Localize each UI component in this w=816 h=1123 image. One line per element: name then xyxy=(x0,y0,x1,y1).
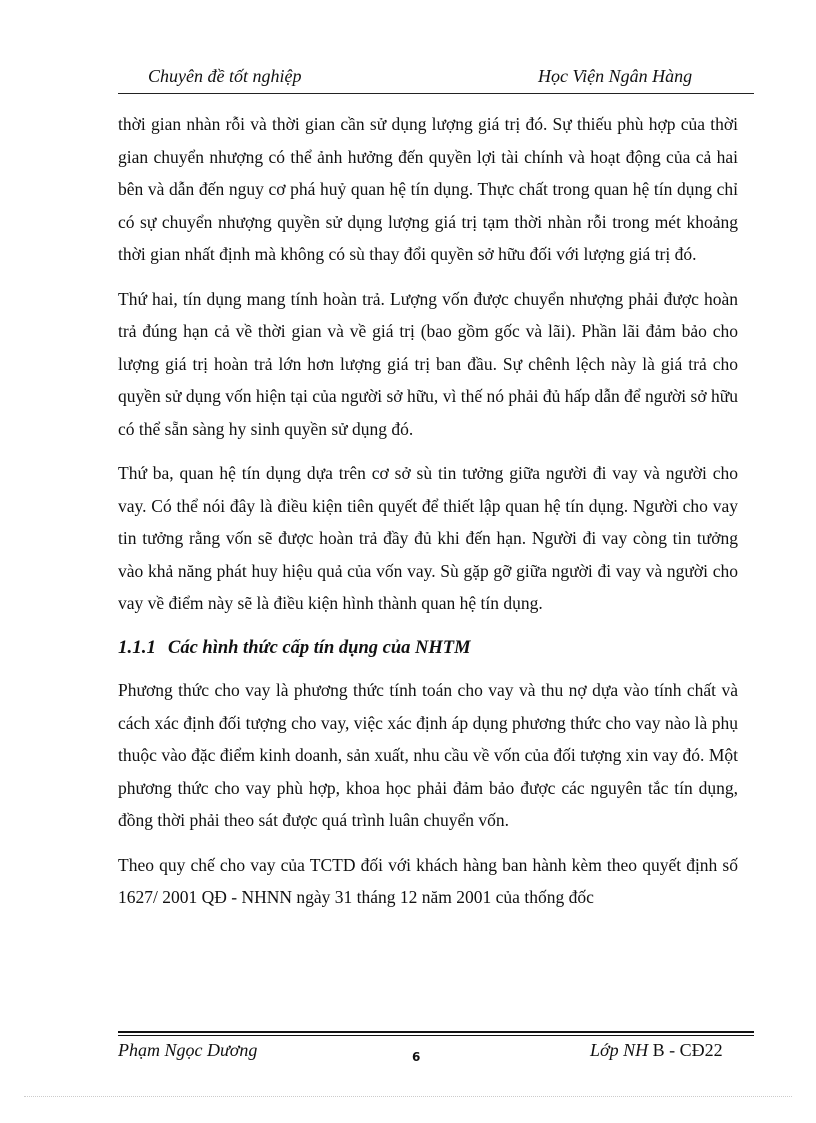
document-body xyxy=(118,108,738,926)
footer-author: Phạm Ngọc Dương xyxy=(118,1040,258,1060)
section-title: Các hình thức cấp tín dụng của NHTM xyxy=(168,637,471,658)
page-bottom-border xyxy=(24,1096,792,1097)
section-number: 1.1.1 xyxy=(118,636,156,658)
footer-class-prefix: Lớp NH xyxy=(590,1040,649,1060)
footer-rule-thin xyxy=(118,1035,754,1036)
paragraph-1: thời gian nhàn rỗi và thời gian cần sử dụng lượng giá trị đó. Sự thiếu phù hợp của thời gian chuyển nhượng có thể ảnh hưởng đến quyền lợi tài chính và hoạt động của cả hai bên và dẫn đến nguy cơ phá huỷ quan hệ tín dụng. Thực chất trong quan hệ tín dụng chỉ có sự chuyển nhượng quyền sử dụng lượng giá trị tạm thời nhàn rỗi trong mét khoảng thời gian nhất định mà không có sù thay đổi quyền sở hữu đối với lượng giá trị đó. xyxy=(118,114,738,264)
footer-rule-thick xyxy=(118,1031,754,1033)
paragraph-4: Phương thức cho vay là phương thức tính toán cho vay và thu nợ dựa vào tính chất và cách xác định đối tượng cho vay, việc xác định áp dụng phương thức cho vay nào là phụ thuộc vào đặc điểm kinh doanh, sản xuất, nhu cầu về vốn của đối tượng xin vay đó. Một phương thức cho vay phù hợp, khoa học phải đảm bảo được các nguyên tắc tín dụng, đồng thời phải theo sát được quá trình luân chuyển vốn. xyxy=(118,680,738,830)
footer-class xyxy=(590,1040,723,1061)
header-rule xyxy=(118,93,754,94)
header-left: Chuyên đề tốt nghiệp xyxy=(148,66,302,86)
footer-class-code: B - CĐ22 xyxy=(648,1040,723,1060)
page-number: 6 xyxy=(412,1050,421,1064)
paragraph-2: Thứ hai, tín dụng mang tính hoàn trả. Lượng vốn được chuyển nhượng phải được hoàn trả đúng hạn cả về thời gian và về giá trị (bao gồm gốc và lãi). Phần lãi đảm bảo cho lượng giá trị hoàn trả lớn hơn lượng giá trị ban đầu. Sự chênh lệch này là giá trả cho quyền sử dụng vốn hiện tại của người sở hữu, vì thế nó phải đủ hấp dẫn để người sở hữu có thể sẵn sàng hy sinh quyền sử dụng đó. xyxy=(118,288,738,439)
paragraph-3: Thứ ba, quan hệ tín dụng dựa trên cơ sở sù tin tưởng giữa người đi vay và người cho vay. Có thể nói đây là điều kiện tiên quyết để thiết lập quan hệ tín dụng. Người cho vay tin tưởng rằng vốn sẽ được hoàn trả đầy đủ khi đến hạn. Người đi vay còng tin tưởng vào khả năng phát huy hiệu quả của vốn vay. Sù gặp gỡ giữa người đi vay và người cho vay về điểm này sẽ là điều kiện hình thành quan hệ tín dụng. xyxy=(118,463,738,613)
header-right: Học Viện Ngân Hàng xyxy=(538,66,693,86)
section-heading xyxy=(118,632,738,665)
paragraph-5: Theo quy chế cho vay của TCTD đối với khách hàng ban hành kèm theo quyết định số 1627/ 2001 QĐ - NHNN ngày 31 tháng 12 năm 2001 của thống đốc xyxy=(118,854,738,907)
